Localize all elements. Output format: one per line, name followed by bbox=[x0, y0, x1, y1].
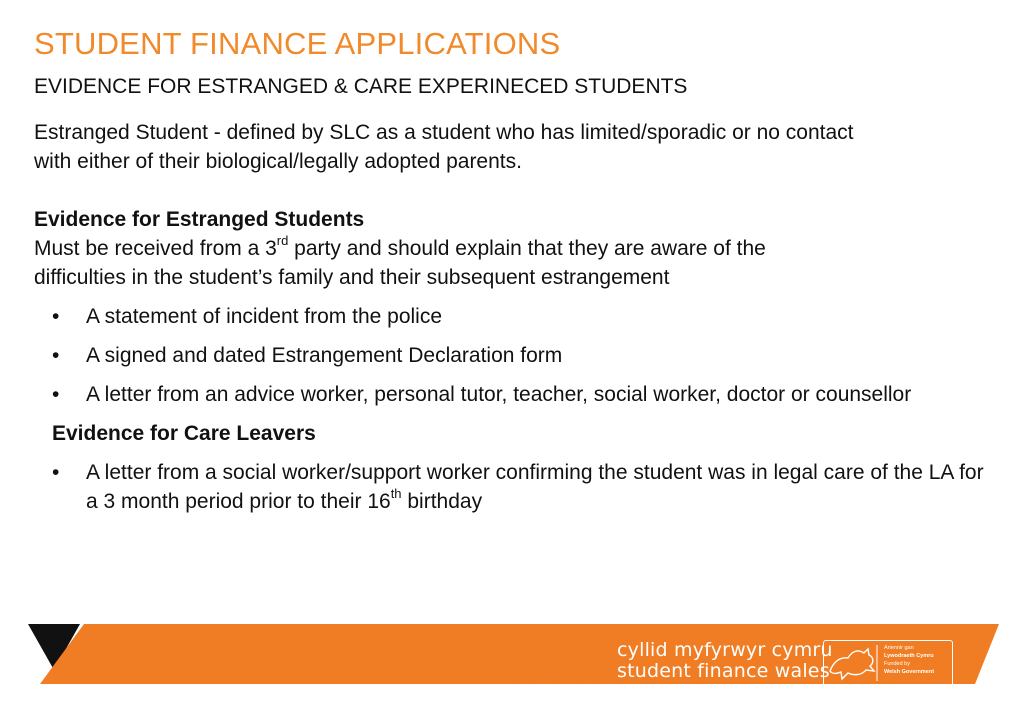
spacer bbox=[34, 176, 1004, 205]
slide-content bbox=[34, 118, 1004, 516]
welsh-government-text bbox=[884, 644, 950, 676]
bullet-icon: • bbox=[52, 383, 60, 406]
list-item-text: A signed and dated Estrangement Declaration form bbox=[86, 344, 563, 367]
student-finance-wales-logo bbox=[617, 640, 833, 682]
care-bullet-part1: A letter from a social worker/support worker confirming the student was in legal care of the LA for a 3 month period prior to their 16 bbox=[86, 461, 984, 513]
gov-line: Lywodraeth Cymru bbox=[884, 653, 934, 659]
brand-welsh: cyllid myfyrwyr cymru bbox=[617, 639, 833, 661]
list-item bbox=[34, 302, 991, 331]
intro-line-2: with either of their biological/legally adopted parents. bbox=[34, 150, 522, 173]
page-title: STUDENT FINANCE APPLICATIONS bbox=[34, 26, 561, 61]
list-item bbox=[34, 341, 991, 370]
estranged-evidence-list bbox=[34, 302, 1004, 409]
care-bullet-sup: th bbox=[390, 486, 402, 501]
estranged-lead bbox=[34, 234, 774, 292]
estranged-lead-part1: Must be received from a 3 bbox=[34, 237, 277, 260]
list-item-text: A letter from an advice worker, personal tutor, teacher, social worker, doctor or counsellor bbox=[86, 383, 912, 406]
care-leavers-heading: Evidence for Care Leavers bbox=[52, 422, 316, 445]
estranged-lead-sup: rd bbox=[276, 233, 289, 248]
gov-line: Welsh Government bbox=[884, 669, 935, 675]
intro-line-1: Estranged Student - defined by SLC as a student who has limited/sporadic or no contact bbox=[34, 121, 854, 144]
list-item-text: A statement of incident from the police bbox=[86, 305, 443, 328]
bullet-icon: • bbox=[52, 305, 60, 328]
estranged-lead-part2: party and should explain that they are aware of the difficulties in the student’s family and their subsequent estrangement bbox=[34, 237, 766, 289]
care-bullet-part2: birthday bbox=[401, 490, 483, 513]
care-evidence-list bbox=[34, 458, 1004, 516]
brand-english: student finance wales bbox=[617, 660, 830, 682]
page-subtitle: EVIDENCE FOR ESTRANGED & CARE EXPERINECED STUDENTS bbox=[34, 75, 688, 98]
list-item bbox=[34, 458, 991, 516]
estranged-heading: Evidence for Estranged Students bbox=[34, 208, 365, 231]
list-item bbox=[34, 380, 991, 409]
bullet-icon: • bbox=[52, 461, 60, 484]
gov-line: Funded by bbox=[884, 661, 910, 667]
gov-line: Ariennir gan bbox=[884, 645, 914, 651]
bullet-icon: • bbox=[52, 344, 60, 367]
welsh-dragon-icon bbox=[824, 641, 880, 685]
